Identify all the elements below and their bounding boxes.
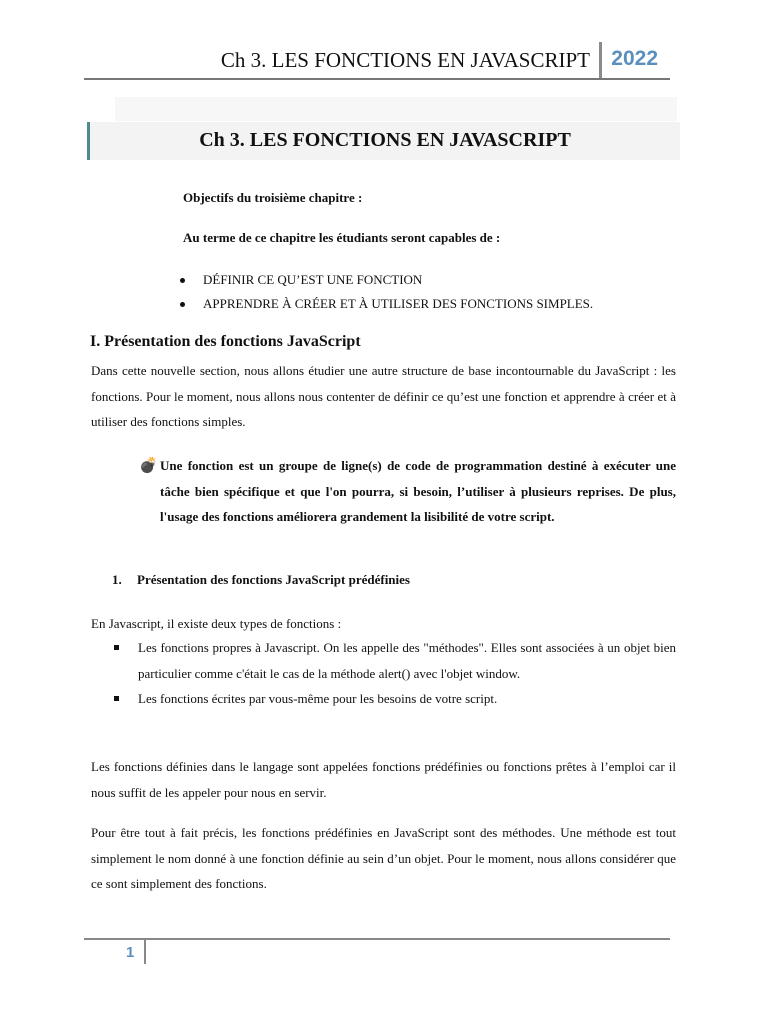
section-heading: I. Présentation des fonctions JavaScript [90,333,361,350]
bomb-icon: 💣 [139,456,158,474]
square-bullet-icon [114,696,119,701]
list-item-text: Les fonctions propres à Javascript. On les appelle des "méthodes". Elles sont associées à un objet bien particulier comme c'était le cas de la méthode alert() avec l'objet window. [138,640,676,681]
page-header [84,40,670,80]
chapter-title-box [87,122,680,160]
list-item [114,635,676,686]
square-bullet-icon [114,645,119,650]
types-intro: En Javascript, il existe deux types de fonctions : [91,616,342,631]
bullet-icon [180,278,185,283]
footer-divider [144,940,146,964]
footer-rule [84,938,670,940]
intro-paragraph: Dans cette nouvelle section, nous allons étudier une autre structure de base incontournable du JavaScript : les fonctions. Pour le moment, nous allons nous contenter de définir ce qu’est une fonction et apprendre à créer et à utiliser des fonctions simples. [91,363,676,429]
note-text: Une fonction est un groupe de ligne(s) de code de programmation destiné à exécuter une tâche bien spécifique et que l'on pourra, si besoin, l’utiliser à plusieurs reprises. De plus, l'usage des fonctions améliorera grandement la lisibilité de votre script. [160,458,676,524]
subsection-heading [112,572,410,588]
objectives-list [178,268,593,316]
objective-item [178,292,593,316]
header-divider [599,42,602,78]
types-list [114,635,676,712]
running-title: Ch 3. LES FONCTIONS EN JAVASCRIPT [220,48,590,72]
bullet-icon [180,302,185,307]
objectives-intro: Au terme de ce chapitre les étudiants seront capables de : [183,230,501,245]
chapter-shade [115,97,677,121]
paragraph-methods: Pour être tout à fait précis, les fonctions prédéfinies en JavaScript sont des méthodes. Une méthode est tout simplement le nom donné à une fonction définie au sein d’un objet. Pour le moment, nous allons considérer que ce sont simplement des fonctions. [91,825,676,891]
objective-text: APPRENDRE À CRÉER ET À UTILISER DES FONCTIONS SIMPLES. [203,296,594,311]
objectives-heading: Objectifs du troisième chapitre : [183,190,363,205]
list-item-text: Les fonctions écrites par vous-même pour les besoins de votre script. [138,691,498,706]
header-year: 2022 [611,47,658,70]
objective-item [178,268,593,292]
page-number: 1 [126,944,135,961]
objective-text: DÉFINIR CE QU’EST UNE FONCTION [203,272,423,287]
definition-note [139,453,676,530]
subsection-title: Présentation des fonctions JavaScript prédéfinies [137,572,410,587]
chapter-title: Ch 3. LES FONCTIONS EN JAVASCRIPT [199,129,571,151]
subsection-number: 1. [112,572,122,587]
paragraph-predefined: Les fonctions définies dans le langage sont appelées fonctions prédéfinies ou fonctions prêtes à l’emploi car il nous suffit de les appeler pour nous en servir. [91,759,676,800]
list-item [114,686,676,712]
